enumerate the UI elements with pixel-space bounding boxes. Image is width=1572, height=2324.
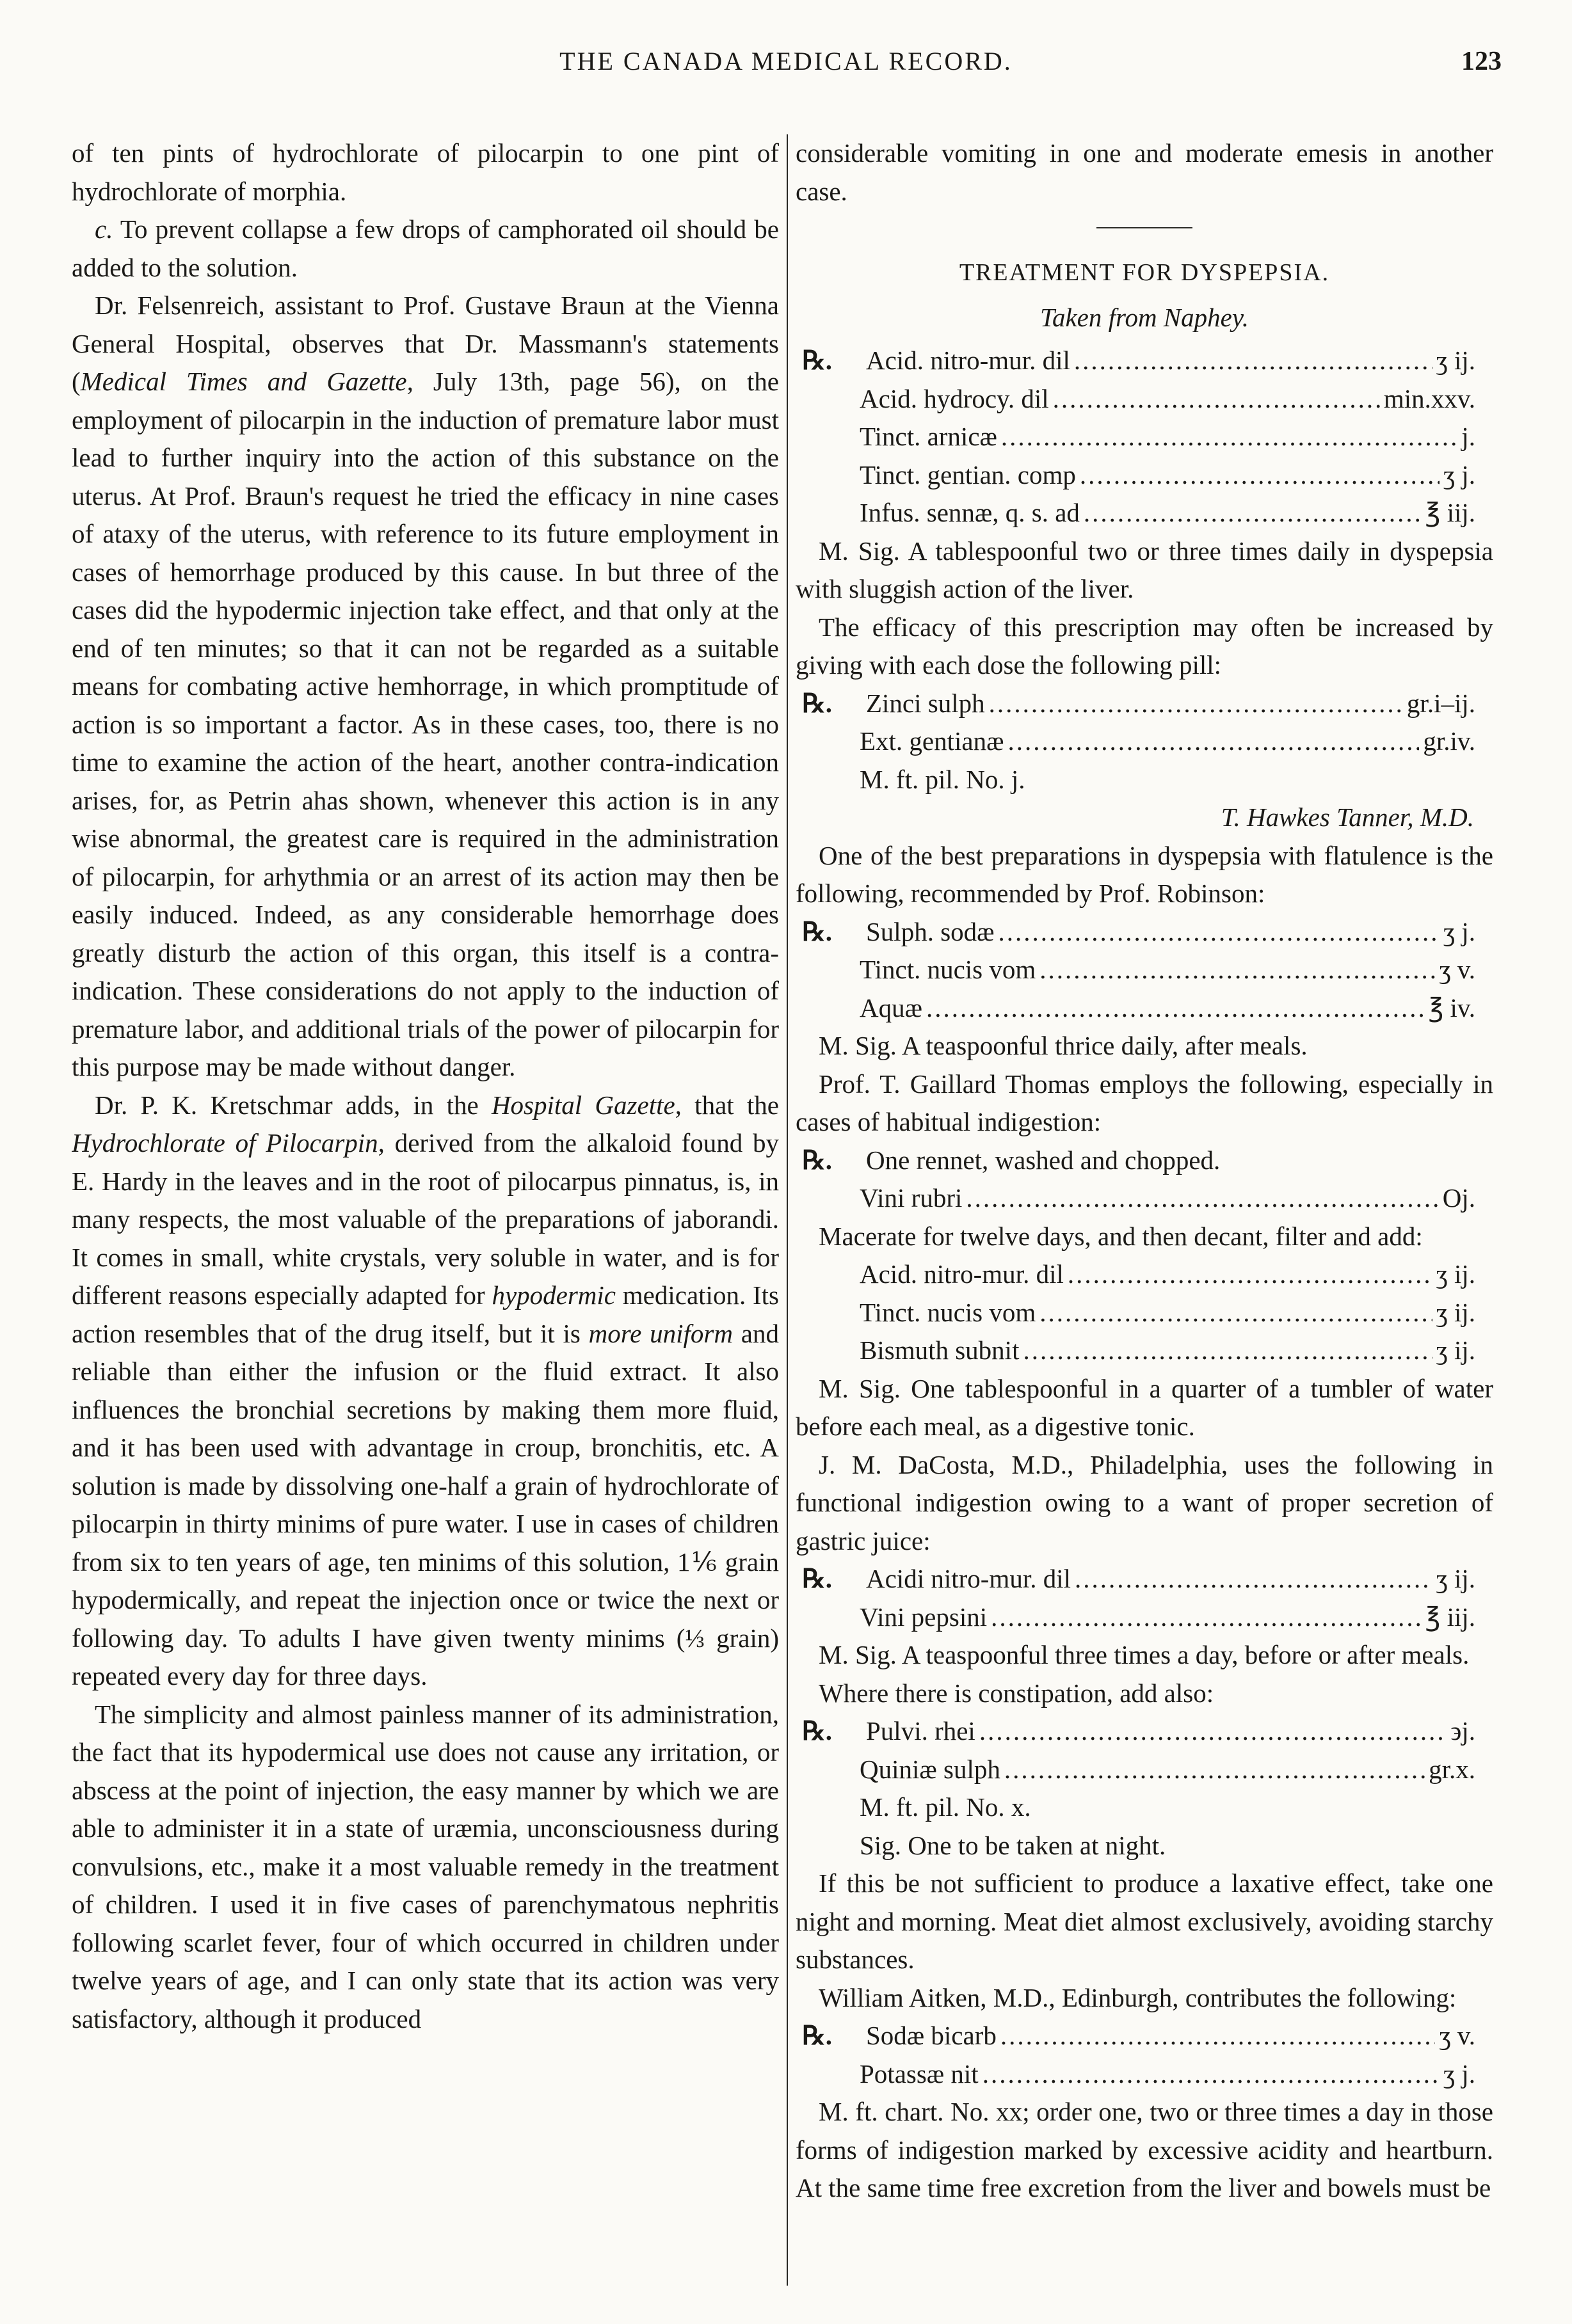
dose: ʒ v. — [1439, 955, 1475, 984]
dose: ʒ v. — [1439, 2021, 1475, 2050]
dose: ʒ ij. — [1436, 1259, 1475, 1289]
dot-leader — [1039, 1294, 1432, 1332]
ingredient: Acid. hydrocy. dil — [860, 383, 1049, 413]
prescription — [796, 2017, 1493, 2093]
paragraph — [72, 1086, 779, 1696]
emphasis: hypodermic — [492, 1280, 616, 1310]
ingredient: Vini rubri — [860, 1183, 963, 1213]
ingredient: Pulvi. rhei — [866, 1716, 975, 1746]
ingredient: Infus. sennæ, q. s. ad — [860, 498, 1080, 527]
prescription — [796, 913, 1493, 1028]
recipe-symbol: ℞. — [802, 1145, 833, 1175]
running-title: THE CANADA MEDICAL RECORD. — [559, 47, 1013, 76]
ingredient: Tinct. arnicæ — [860, 422, 997, 451]
prescription — [796, 1179, 1493, 1218]
dot-leader — [1068, 1255, 1432, 1294]
dot-leader — [1075, 1560, 1432, 1598]
ingredient: Quiniæ sulph — [860, 1754, 1000, 1784]
prescription-line — [796, 2017, 1493, 2055]
prescription-line — [796, 1598, 1493, 1637]
prescription-line — [796, 494, 1493, 532]
prescription-line — [796, 1712, 1493, 1751]
dose: ℥ iij. — [1425, 498, 1475, 527]
dose: ʒ ij. — [1436, 1564, 1475, 1593]
dose: ℥ iij. — [1425, 1602, 1475, 1632]
dot-leader — [1053, 380, 1380, 418]
emphasis: more uniform — [588, 1318, 734, 1348]
ingredient: Acid. nitro-mur. dil — [866, 346, 1070, 375]
dose: ℥ iv. — [1428, 992, 1475, 1023]
paragraph-text: Dr. P. K. Kretschmar adds, in the — [95, 1090, 492, 1120]
prescription — [796, 1255, 1493, 1370]
section-title: TREATMENT FOR DYSPEPSIA. — [959, 259, 1330, 286]
left-column — [72, 134, 779, 2286]
prescription-close: M. ft. pil. No. j. — [860, 764, 1025, 794]
prescription-close: M. ft. pil. No. x. — [860, 1792, 1031, 1822]
author-signature: T. Hawkes Tanner, M.D. — [1221, 802, 1474, 832]
ingredient: Vini pepsini — [860, 1602, 988, 1632]
prescription-line — [796, 456, 1493, 495]
ingredient: One rennet, washed and chopped. — [866, 1145, 1221, 1175]
dot-leader — [982, 2055, 1440, 2094]
paragraph-text: and reliable than either the infusion or the fluid extract. It also influences the bronchial secretions by making them more fluid, and it has been used with advantage in croup, bronchitis, etc. A solution is made by dissolving one-half a grain of hydrochlorate of pilocarpin in thirty minims of pure water. I use in cases of children from six to ten years of age, ten minims of this solution, 1⅙ grain hypodermically, and repeat the injection once or twice the next or following day. To adults I have given twenty minims (⅓ grain) repeated every day for three days. — [72, 1318, 779, 1691]
prescription-line — [796, 1751, 1493, 1789]
dot-leader — [999, 913, 1440, 951]
dot-leader — [1023, 1332, 1432, 1370]
prescription-line — [796, 1142, 1493, 1180]
ingredient: Tinct. gentian. comp — [860, 459, 1076, 489]
dot-leader — [989, 685, 1403, 723]
prescription-line — [796, 1179, 1493, 1218]
recipe-symbol: ℞. — [802, 1716, 833, 1746]
journal-title: Hospital Gazette, — [491, 1090, 682, 1120]
dose: ʒ ij. — [1436, 1297, 1475, 1327]
ingredient: Ext. gentianæ — [860, 726, 1004, 756]
prescription-line — [796, 2055, 1493, 2094]
paragraph-text: medication. Its action resembles that of the drug itself, but it is — [72, 1280, 779, 1348]
journal-title: Medical Times and Gazette, — [80, 367, 413, 396]
dot-leader — [1074, 342, 1432, 380]
dose: ʒ ij. — [1436, 346, 1475, 375]
paragraph — [72, 287, 779, 1086]
column-divider — [787, 134, 788, 2286]
emphasis: Hydrochlorate of Pilocarpin, — [72, 1128, 385, 1158]
prescription — [796, 1712, 1493, 1788]
prescription-line — [796, 1255, 1493, 1294]
dose: ϶j. — [1450, 1716, 1475, 1746]
dose: ʒ ij. — [1436, 1335, 1475, 1365]
prescription — [796, 1560, 1493, 1636]
dot-leader — [966, 1179, 1438, 1218]
paragraph: of ten pints of hydrochlorate of pilocarpin to one pint of hydrochlorate of morphia. — [72, 138, 779, 206]
dot-leader — [1001, 418, 1457, 456]
dot-leader — [979, 1712, 1447, 1751]
paragraph: William Aitken, M.D., Edinburgh, contributes the following: — [819, 1982, 1457, 2012]
recipe-symbol: ℞. — [802, 2021, 833, 2050]
ingredient: Sodæ bicarb — [866, 2021, 997, 2050]
prescription-line — [796, 685, 1493, 723]
prescription-line — [796, 418, 1493, 456]
ingredient: Tinct. nucis vom — [860, 1297, 1036, 1327]
paragraph: One of the best preparations in dyspepsia with flatulence is the following, recommended by Prof. Robinson: — [796, 840, 1493, 908]
paragraph: Macerate for twelve days, and then decant, filter and add: — [819, 1221, 1423, 1251]
prescription-directions: M. Sig. A teaspoonful thrice daily, after meals. — [819, 1031, 1308, 1060]
prescription-line — [796, 1332, 1493, 1370]
paragraph: The efficacy of this prescription may often be increased by giving with each dose the following pill: — [796, 612, 1493, 680]
paragraph: If this be not sufficient to produce a laxative effect, take one night and morning. Meat diet almost exclusively, avoiding starchy substances. — [796, 1868, 1493, 1974]
right-column — [796, 134, 1493, 2286]
recipe-symbol: ℞. — [802, 688, 833, 718]
paragraph-text: derived from the alkaloid found by E. Hardy in the leaves and in the root of pilocarpus pinnatus, is, in many respects, the most valuable of the preparations of jaborandi. It comes in small, white crystals, very soluble in water, and is for different reasons especially adapted for — [72, 1128, 779, 1310]
ingredient: Acid. nitro-mur. dil — [860, 1259, 1064, 1289]
ingredient: Bismuth subnit — [860, 1335, 1020, 1365]
prescription — [796, 685, 1493, 761]
paragraph: The simplicity and almost painless manner of its administration, the fact that its hypodermical use does not cause any irritation, or abscess at the point of injection, the easy manner by which we are able to administer it in a state of uræmia, unconsciousness during convulsions, etc., make it a most valuable remedy in the treatment of children. I used it in five cases of parenchymatous nephritis following scarlet fever, four of which occurred in children under twelve years of age, and I can only state that its action was very satisfactory, although it produced — [72, 1699, 779, 2034]
dot-leader — [1084, 494, 1422, 532]
dot-leader — [1080, 456, 1440, 495]
ingredient: Aquæ — [860, 992, 922, 1023]
section-subtitle: Taken from Naphey. — [1039, 302, 1249, 332]
recipe-symbol: ℞. — [802, 1564, 833, 1593]
dot-leader — [1007, 722, 1419, 761]
paragraph: J. M. DaCosta, M.D., Philadelphia, uses the following in functional indigestion owing to a want of proper secretion of gastric juice: — [796, 1449, 1493, 1556]
prescription-line — [796, 1294, 1493, 1332]
dose: ʒ j. — [1443, 2058, 1475, 2089]
recipe-symbol: ℞. — [802, 916, 833, 946]
recipe-symbol: ℞. — [802, 346, 833, 375]
paragraph-text: that the — [681, 1090, 779, 1120]
prescription-line — [796, 1560, 1493, 1598]
paragraph — [72, 211, 779, 287]
page-number: 123 — [1461, 47, 1502, 76]
dose: gr.iv. — [1423, 726, 1475, 756]
paragraph: considerable vomiting in one and moderate emesis in another case. — [796, 138, 1493, 206]
prescription-directions: M. Sig. A teaspoonful three times a day, before or after meals. — [819, 1640, 1470, 1669]
paragraph-text: July 13th, page 56), on the employment of pilocarpin in the induction of premature labor must lead to further inquiry into the action of this substance on the uterus. At Prof. Braun's request he tried the efficacy in nine cases of ataxy of the uterus, with reference to its future employment in cases of hemorrhage produced by this cause. In but three of the cases did the hypodermic injection take effect, and that only at the end of ten minutes; so that it can not be regarded as a suitable means for combating active hemhorrage, in which promptitude of action is so important a factor. As in these cases, too, there is no time to examine the action of the heart, another contra-indication arises, for, as Petrin ahas shown, whenever this action is in any wise abnormal, the greatest care is required in the administration of pilocarpin, for arhythmia or an arrest of its action may then be easily induced. Indeed, as any considerable hemorrhage does greatly disturb the action of this organ, this itself is a contra-indication. These considerations do not apply to the induction of premature labor, and additional trials of the power of pilocarpin for this purpose may be made without danger. — [72, 367, 779, 1081]
dose: ʒ j. — [1443, 916, 1475, 946]
prescription — [796, 342, 1493, 532]
prescription-line — [796, 722, 1493, 761]
dot-leader — [991, 1598, 1422, 1637]
running-head — [70, 46, 1502, 84]
ingredient: Acidi nitro-mur. dil — [866, 1564, 1071, 1593]
ingredient: Tinct. nucis vom — [860, 955, 1036, 984]
dot-leader — [1039, 951, 1435, 989]
prescription-line — [796, 913, 1493, 951]
prescription-directions: Sig. One to be taken at night. — [860, 1830, 1166, 1860]
dose: gr.x. — [1429, 1754, 1475, 1784]
dot-leader — [926, 989, 1425, 1028]
dose: gr.i–ij. — [1406, 688, 1475, 718]
list-label: c. — [95, 214, 113, 244]
prescription-line — [796, 951, 1493, 989]
ingredient: Sulph. sodæ — [866, 916, 995, 946]
dose: min.xxv. — [1383, 383, 1475, 413]
dose: ʒ j. — [1443, 459, 1475, 489]
prescription-line — [796, 342, 1493, 380]
prescription-directions: M. Sig. A tablespoonful two or three times daily in dyspepsia with sluggish action of the liver. — [796, 536, 1493, 603]
dot-leader — [1004, 1751, 1425, 1789]
paragraph: Prof. T. Gaillard Thomas employs the following, especially in cases of habitual indigestion: — [796, 1069, 1493, 1136]
ingredient: Zinci sulph — [866, 688, 985, 718]
paragraph: M. ft. chart. No. xx; order one, two or three times a day in those forms of indigestion marked by excessive acidity and heartburn. At the same time free excretion from the liver and bowels must be — [796, 2097, 1493, 2202]
prescription-line — [796, 380, 1493, 418]
section-divider — [1096, 227, 1192, 228]
ingredient: Potassæ nit — [860, 2058, 979, 2089]
paragraph: Where there is constipation, add also: — [819, 1678, 1214, 1708]
prescription-line — [796, 989, 1493, 1028]
prescription-directions: M. Sig. One tablespoonful in a quarter of a tumbler of water before each meal, as a digestive tonic. — [796, 1373, 1493, 1441]
dose: j. — [1461, 422, 1475, 451]
paragraph-text: Dr. Felsenreich, assistant to Prof. Gustave Braun at the Vienna General Hospital, observes that Dr. Massmann's statements ( — [72, 290, 779, 396]
dot-leader — [1000, 2017, 1436, 2055]
paragraph-text: To prevent collapse a few drops of camphorated oil should be added to the solution. — [72, 214, 779, 282]
dose: Oj. — [1442, 1183, 1475, 1213]
